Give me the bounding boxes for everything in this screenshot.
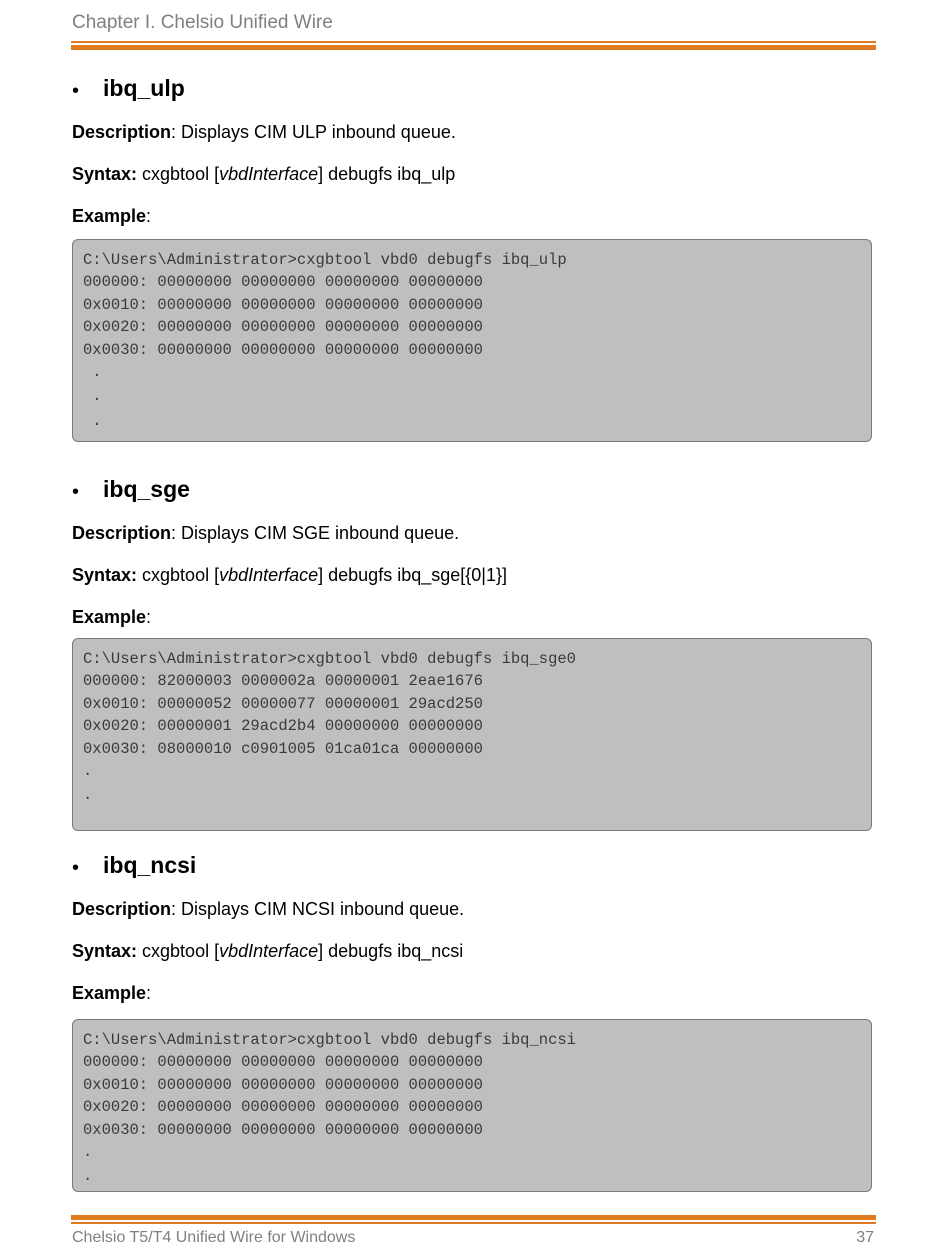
syntax-post: ] debugfs ibq_ncsi [318,941,464,961]
code-line: . [83,411,102,430]
syntax-param: vbdInterface [219,164,319,184]
footer-rule [71,1215,876,1224]
section-title: ibq_ncsi [103,852,197,878]
section-title: ibq_sge [103,476,190,502]
example-line [72,206,151,227]
syntax-param: vbdInterface [219,565,319,585]
syntax-pre: cxgbtool [ [137,941,220,961]
description-line [72,899,464,920]
code-block [72,638,872,831]
syntax-line [72,164,455,185]
syntax-line [72,941,463,962]
code-line: C:\Users\Administrator>cxgbtool vbd0 debugfs ibq_sge0 [83,650,576,668]
syntax-pre: cxgbtool [ [137,164,220,184]
header-rule [71,41,876,50]
description-text: : Displays CIM NCSI inbound queue. [171,899,465,919]
bullet-icon: • [72,857,80,879]
description-text: : Displays CIM ULP inbound queue. [171,122,456,142]
syntax-label: Syntax: [72,565,138,585]
code-line: . [83,1142,93,1161]
example-label: Example [72,983,147,1003]
syntax-post: ] debugfs ibq_sge[{0|1}] [318,565,507,585]
code-line: 0x0010: 00000000 00000000 00000000 00000000 [83,295,483,314]
code-line: 0x0020: 00000000 00000000 00000000 00000000 [83,1098,483,1117]
syntax-line [72,565,507,586]
code-line: 000000: 00000000 00000000 00000000 00000000 [83,273,483,292]
code-line: . [83,786,93,805]
section-heading [72,852,877,882]
syntax-pre: cxgbtool [ [137,565,220,585]
syntax-label: Syntax: [72,941,138,961]
description-label: Description [72,523,172,543]
code-line: . [83,362,102,381]
section-ibq-ncsi [72,852,877,1197]
example-label: Example [72,206,147,226]
section-ibq-sge [72,476,877,836]
code-line: 0x0030: 00000000 00000000 00000000 00000000 [83,340,483,359]
code-line: 0x0020: 00000001 29acd2b4 00000000 00000000 [83,717,483,736]
code-block [72,239,872,442]
section-heading [72,476,877,506]
syntax-label: Syntax: [72,164,138,184]
example-label: Example [72,607,147,627]
code-line: C:\Users\Administrator>cxgbtool vbd0 debugfs ibq_ncsi [83,1031,576,1049]
footer-document-title: Chelsio T5/T4 Unified Wire for Windows [72,1229,356,1246]
code-line: 0x0020: 00000000 00000000 00000000 00000000 [83,318,483,337]
code-line: 0x0030: 08000010 c0901005 01ca01ca 00000000 [83,739,483,758]
footer-page-number: 37 [856,1229,874,1246]
example-colon: : [146,983,152,1003]
section-title: ibq_ulp [103,75,185,101]
code-line: . [83,761,93,780]
code-line: . [83,1167,93,1186]
code-line: 0x0010: 00000052 00000077 00000001 29acd250 [83,694,483,713]
syntax-param: vbdInterface [219,941,319,961]
example-line [72,607,151,628]
example-colon: : [146,206,152,226]
code-line: 000000: 82000003 0000002a 00000001 2eae1676 [83,672,483,691]
description-text: : Displays CIM SGE inbound queue. [171,523,460,543]
section-ibq-ulp [72,75,877,445]
description-label: Description [72,899,172,919]
code-block [72,1019,872,1192]
description-line [72,122,456,143]
code-line: 0x0030: 00000000 00000000 00000000 00000000 [83,1120,483,1139]
description-line [72,523,459,544]
description-label: Description [72,122,172,142]
syntax-post: ] debugfs ibq_ulp [318,164,456,184]
bullet-icon: • [72,481,80,503]
code-line: 0x0010: 00000000 00000000 00000000 00000000 [83,1075,483,1094]
section-heading [72,75,877,105]
code-line: 000000: 00000000 00000000 00000000 00000000 [83,1053,483,1072]
code-line: C:\Users\Administrator>cxgbtool vbd0 debugfs ibq_ulp [83,251,567,269]
bullet-icon: • [72,80,80,102]
example-colon: : [146,607,152,627]
code-line: . [83,387,102,406]
page-header-title: Chapter I. Chelsio Unified Wire [72,12,333,33]
example-line [72,983,151,1004]
